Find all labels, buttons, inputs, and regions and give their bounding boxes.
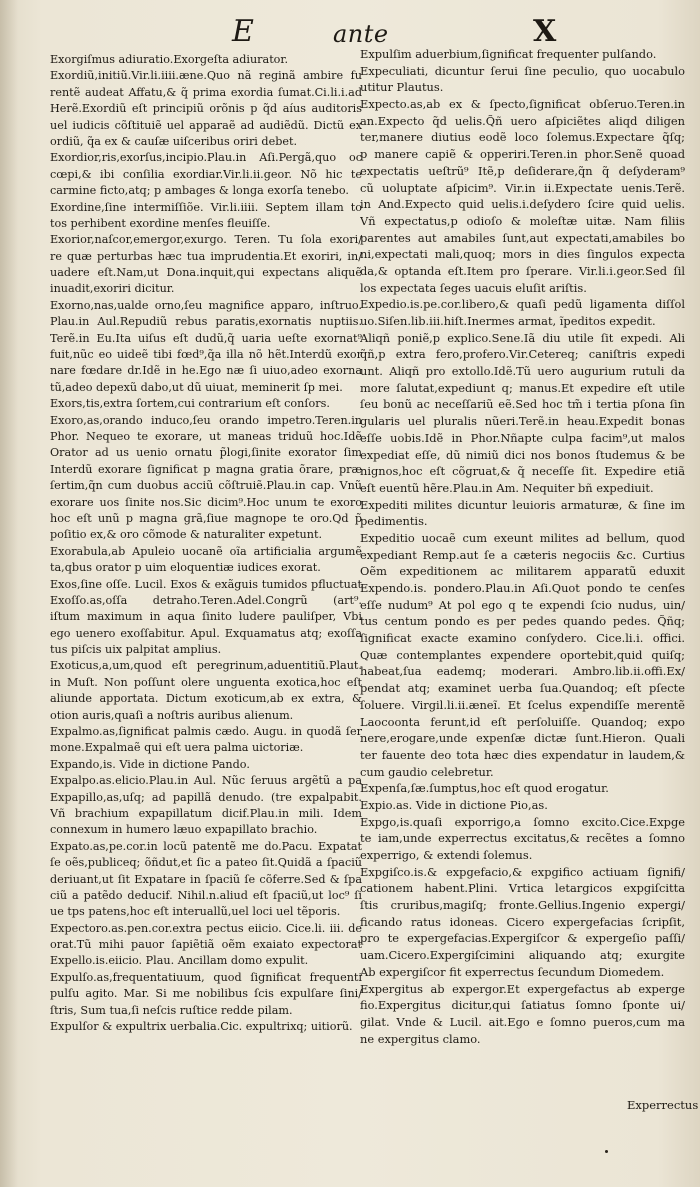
text-line: Vñ expectatus,p odioſo & moleſtæ uitæ. Nam filiis — [360, 213, 685, 228]
text-line: Expedio.is.pe.cor.libero,& quaſi pedũ ligamenta diſſol — [360, 297, 685, 312]
text-line: Expeculiati, dicuntur ſerui ſine peculio, quo uocabulo — [360, 63, 685, 78]
text-line: ter,manere diutius eodẽ loco ſolemus.Expectare q̃ſq; — [360, 130, 685, 145]
text-line: Expergitus ab expergor.Et expergefactus ab experge — [360, 981, 685, 996]
text-line: Expulſor & expultrix uerbalia.Cic. expultrixq; uitiorũ. — [50, 1020, 353, 1034]
text-line: Terẽ.in Eu.Ita uiſus eſt dudũ,q̃ uaria ueſte exornat⁹ — [50, 331, 362, 345]
signature-mark — [605, 1150, 608, 1153]
text-line: re quæ perturbas hæc tua imprudentia.Et exoriri, in/ — [50, 249, 362, 263]
text-line: cũ uoluptate aſpicim⁹. Vir.in ii.Expectate uenis.Terẽ. — [360, 180, 685, 195]
text-line: uam.Cicero.Expergiſcimini aliquando atq; exurgite — [360, 948, 685, 963]
text-line: ego uenero exoſſabitur. Apul. Exquamatus atq; exoſſa — [50, 626, 362, 640]
text-line: Expalmo.as,ſignificat palmis cædo. Augu. in quodã ſer — [50, 725, 362, 739]
text-line: tus piſcis uix palpitat amplius. — [50, 643, 222, 657]
text-line: Expapillo,as,uſq; ad papillã denudo. (tre expalpabit. — [50, 790, 362, 804]
text-line: carmine ficto,atq; p ambages & longa exorſa tenebo. — [50, 184, 349, 198]
text-line: Expenſa,ſæ.ſumptus,hoc eſt quod erogatur. — [360, 781, 609, 796]
text-line: los expectata ſeges uacuis eluſit ariſtis. — [360, 280, 587, 295]
text-line: Aliqñ poniẽ,p explico.Sene.Iã diu utile ſit expedi. Ali — [360, 330, 685, 345]
text-line: utitur Plautus. — [360, 80, 444, 95]
text-line: p manere capiẽ & opperiri.Teren.in phor.Senẽ quoad — [360, 147, 685, 162]
text-line: rentẽ audeat Affatu,& q̃ prima exordia ſumat.Ci.li.i.ad — [50, 85, 362, 99]
text-line: nare fœdare dr.Idẽ in he.Ego næ ſi uiuo,adeo exorna — [50, 364, 362, 378]
text-line: Exorgiſmus adiuratio.Exorgeſta adiurator. — [50, 53, 289, 66]
text-line: Oẽm expeditionem ac militarem apparatũ eduxit — [360, 564, 685, 579]
text-line: fio.Expergitus dicitur,qui ſatiatus ſomno ſponte ui/ — [360, 998, 685, 1013]
text-line: tus centum pondo es per pedes quando pedes. Q̃ñq; — [360, 614, 685, 629]
text-line: Expectoro.as.pen.cor.extra pectus eiicio. Cice.li. iii. de — [50, 921, 362, 935]
text-line: ter fauente deo tota hæc dies expendatur in laudem,& — [360, 747, 685, 762]
text-line: otion auris,quaſi a noſtris auribus alienum. — [50, 708, 294, 722]
text-line: Plau.in Aul.Repudiũ rebus paratis,exornatis nuptiis. — [50, 315, 362, 329]
text-line: Expgo,is.quaſi exporrigo,a ſomno excito.Cice.Expge — [360, 814, 685, 829]
text-line: experrigo, & extendi ſolemus. — [360, 848, 533, 862]
text-line: ſtis cruribus,magiſq; fronte.Gellius.Ingenio expergi/ — [360, 898, 685, 913]
text-line: Exordiũ,initiũ.Vir.li.iiii.æne.Quo nã reginã ambire fu — [50, 69, 362, 83]
text-line: deriuant,ut ſit Expatare in ſpaciũ ſe cõferre.Sed & ſpa — [50, 872, 362, 886]
text-line: ſoluere. Virgil.li.ii.æneĩ. Et ſcelus expendiſſe merentẽ — [360, 697, 685, 712]
gutter-shadow — [0, 0, 18, 1187]
text-line: ficando ratus idoneas. Cicero expergefacias ſcripſit, — [360, 914, 685, 929]
text-line: fuit,nũc eo uideẽ tibi fœd⁹,q̃a illa nõ hẽt.Interdũ exor — [50, 348, 362, 362]
text-line: ni,expectati mali,quoq; mors in dies ſingulos expecta — [360, 247, 685, 262]
text-line: pendat atq; examinet uerba ſua.Quandoq; eſt pſecte — [360, 681, 685, 696]
running-head — [0, 14, 700, 50]
text-line: uel iudicis cõſtituiẽ uel apparaẽ ad audiẽdũ. Dictũ ex — [50, 118, 362, 132]
text-line: expediant Remp.aut ſe a cæteris negociis &c. Curtius — [360, 547, 685, 562]
text-line: Orator ad us uenio ornatu p̃logi,ſinite exorator ſim — [50, 446, 362, 460]
text-line: Exordine,ſine intermiſſiõe. Vir.li.iiii. Septem illam to — [50, 200, 362, 214]
text-line: Expecto.as,ab ex & ſpecto,ſignificat obſeruo.Teren.in — [360, 97, 685, 112]
text-line: Expgiſco.is.& expgefacio,& expgifico actiuam ſignifi/ — [360, 864, 685, 879]
text-line: ſe oẽs,publiceq; õñdut,et ſic a pateo ſit.Quidã a ſpaciũ — [50, 856, 362, 870]
text-line: Expalpo.as.elicio.Plau.in Aul. Nũc ſeruus argẽtũ a pa — [50, 774, 362, 788]
text-line: nere,erogare,unde expenſæ dictæ ſunt.Hieron. Quali — [360, 731, 685, 746]
catchword: Experrectus — [627, 1098, 699, 1112]
text-line: Exordior,ris,exorſus,incipio.Plau.in Aſi.Pergã,quo oc — [50, 151, 362, 165]
text-line: gilat. Vnde & Lucil. ait.Ego e ſomno pueros,cum ma — [360, 1014, 685, 1029]
text-line: eſſe uobis.Idẽ in Phor.Nñapte culpa facim⁹,ut malos — [360, 430, 685, 445]
text-line: Expendo.is. pondero.Plau.in Aſi.Quot pondo te cenſes — [360, 581, 685, 595]
text-line: connexum in humero læuo expapillato brachio. — [50, 823, 318, 837]
text-line: Quæ contemplantes expendere oportebit,quid quiſq; — [360, 647, 685, 662]
text-line: ſignificat exacte examino conſydero. Cice.li.i. offici. — [360, 631, 685, 646]
text-line: pedimentis. — [360, 514, 428, 529]
text-line: Laocoonta ferunt,id eſt perſoluiſſe. Quandoq; expo — [360, 714, 685, 729]
text-line: iſtum maximum in aqua ſinito ludere pauliſper, Vbi — [50, 610, 362, 624]
running-head-letter-right: X — [533, 14, 557, 49]
text-line: cœpi,& ibi conſilia exordiar.Vir.li.ii.geor. Nõ hic te — [50, 167, 362, 181]
text-line: habeat,ſua eademq; moderari. Ambro.lib.ii.offi.Ex/ — [360, 664, 685, 679]
text-line: pulſu agito. Mar. Si me nobilibus ſcis expulſare ſini/ — [50, 987, 362, 1001]
text-line: eſt euentũ hẽre.Plau.in Am. Nequiter bñ expediuit. — [360, 480, 654, 495]
text-line: aliunde apportata. Dictum exoticum,ab ex extra, & — [50, 692, 362, 706]
right-text-column — [360, 46, 685, 1047]
text-line: Expio.as. Vide in dictione Pio,as. — [360, 797, 548, 812]
text-line: te iam,unde experrectus excitatus,& recẽtes a ſomno — [360, 831, 685, 846]
text-line: expediat eſſe, dũ nimiũ dici nos bonos ſtudemus & be — [360, 447, 685, 462]
text-line: ue tps patens,hoc eſt interuallũ,uel loci uel tẽporis. — [50, 905, 341, 919]
text-line: orat.Tũ mihi pauor ſapiẽtiã oẽm exaiato expectorat — [50, 938, 362, 952]
text-line: Expediti milites dicuntur leuioris armaturæ, & ſine im — [360, 497, 685, 512]
text-line: parentes aut amabiles ſunt,aut expectati,amabiles bo — [360, 230, 685, 245]
text-line: gularis uel pluralis nũeri.Terẽ.in heau.Expedit bonas — [360, 414, 685, 429]
text-line: Vñ brachium expapillatum dicif.Plau.in mili. Idem — [50, 806, 362, 820]
text-line: ne expergitus clamo. — [360, 1031, 481, 1046]
running-head-letter-left: E — [232, 14, 254, 49]
text-line: eſſe nudum⁹ At pol ego q te expendi ſcio nudus, uin/ — [360, 597, 685, 612]
text-line: ſeu bonũ ac neceſſariũ eẽ.Sed hoc tm̃ i tertia pſona ſin — [360, 397, 685, 412]
text-line: ciũ a patẽdo deducif. Nihil.n.aliud eſt ſpaciũ,ut loc⁹ ſi — [50, 888, 362, 902]
left-text-column — [50, 52, 362, 1035]
text-line: Expulſim aduerbium,ſignificat frequenter pulſando. — [360, 47, 657, 61]
text-line: Exorno,nas,ualde orno,ſeu magnifice apparo, inſtruo. — [50, 298, 362, 312]
running-head-word: ante — [333, 20, 389, 48]
text-line: inuadit,exoriri dicitur. — [50, 282, 175, 296]
text-line: hoc eſt unũ p magna grã,ſiue magnope te oro.Qd p̃ — [50, 511, 362, 525]
text-line: q̃ñ,p extra fero,profero.Vir.Cetereq; caniſtris expedi — [360, 347, 685, 362]
text-line: Exorabula,ab Apuleio uocanẽ oĩa artificialia argumẽ — [50, 544, 362, 558]
text-line: uadere eſt.Nam,ut Dona.inquit,qui expectans aliquẽ — [50, 266, 362, 280]
text-line: Exos,ſine oſſe. Lucil. Exos & exãguis tumidos pfluctuat — [50, 577, 362, 591]
text-line: Expello.is.eiicio. Plau. Ancillam domo expulit. — [50, 954, 309, 968]
text-line: ta,qbus orator p uim eloquentiæ iudices exorat. — [50, 561, 321, 575]
text-line: Expato.as,pe.cor.in locũ patentẽ me do.Pacu. Expatat — [50, 839, 362, 853]
text-line: Exoſſo.as,oſſa detraho.Teren.Adel.Congrũ (art⁹. — [50, 593, 362, 607]
text-line: ſertim,q̃n cum duobus acciũ cõſtruiẽ.Plau.in cap. Vnũ — [50, 479, 362, 493]
text-line: exorare uos ſinite nos.Sic dicim⁹.Hoc unum te exoro — [50, 495, 362, 509]
text-line: Interdũ exorare ſignificat p magna gratia õrare, præ — [50, 462, 362, 476]
text-line: pro te expergefacias.Expergiſcor & expergeſio paſſi/ — [360, 931, 685, 946]
text-line: da,& optanda eſt.Item pro ſperare. Vir.li.i.geor.Sed ſil — [360, 263, 685, 278]
text-line: Exoro,as,orando induco,ſeu orando impetro.Teren.in — [50, 413, 362, 427]
text-line: Expando,is. Vide in dictione Pando. — [50, 757, 250, 771]
text-line: an.Expecto q̃d uelis.Q̃ñ uero aſpiciẽtes aliqd diligen — [360, 113, 685, 128]
text-line: Expulſo.as,frequentatiuum, quod ſignificat frequenti — [50, 970, 362, 984]
text-line: uo.Siſen.lib.iii.hiſt.Inermes armat, ĩpeditos expedit. — [360, 314, 656, 328]
text-line: Exoticus,a,um,quod eſt peregrinum,aduentitiũ.Plaut. — [50, 659, 362, 673]
text-line: Expeditio uocaẽ cum exeunt milites ad bellum, quod — [360, 530, 685, 545]
text-line: Phor. Nequeo te exorare, ut maneas triduũ hoc.Idẽ — [50, 429, 362, 443]
text-line: more ſalutat,expediunt q; manus.Et expedire eſt utile — [360, 380, 685, 395]
text-line: cum gaudio celebretur. — [360, 764, 494, 779]
text-line: in Muſt. Non poſſunt olere unguenta exotica,hoc eſt — [50, 675, 362, 689]
text-line: tos perhibent exordine menſes fleuiſſe. — [50, 216, 271, 230]
text-line: Herẽ.Exordiũ eſt principiũ orõnis p q̃d aíus auditoris — [50, 102, 362, 116]
text-line: poſitio ex,& oro cõmode & naturaliter expetunt. — [50, 528, 322, 542]
text-line: Exors,tis,extra ſortem,cui contrarium eſt conſors. — [50, 397, 330, 411]
text-line: mone.Expalmaẽ qui eſt uera palma uictoriæ. — [50, 741, 304, 755]
text-line: Exorior,naſcor,emergor,exurgo. Teren. Tu ſola exori/ — [50, 233, 362, 247]
text-line: cationem habent.Plini. Vrtica letargicos expgiſcitta — [360, 881, 685, 896]
text-line: expectatis ueſtrũ⁹ Itẽ,p deſiderare,q̃n q̃ deſyderam⁹ — [360, 163, 685, 178]
text-line: tũ,adeo depexũ dabo,ut dũ uiuat, meminerit ſp mei. — [50, 380, 343, 394]
text-line: ſtris, Sum tua,ſi neſcis ruſtice redde pilam. — [50, 1003, 293, 1017]
text-line: nignos,hoc eſt cõgruat,& q̃ neceſſe ſit. Expedire etiã — [360, 464, 685, 479]
text-line: in And.Expecto quid uelis.i.deſydero ſcire quid uelis. — [360, 197, 685, 212]
text-line: unt. Aliqñ pro extollo.Idẽ.Tũ uero augurium rutuli da — [360, 364, 685, 379]
text-line: ordiũ, q̃a ex & cauſæ uiſceribus oriri debet. — [50, 134, 298, 148]
text-line: Ab expergiſcor fit experrectus ſecundum Diomedem. — [360, 964, 665, 979]
